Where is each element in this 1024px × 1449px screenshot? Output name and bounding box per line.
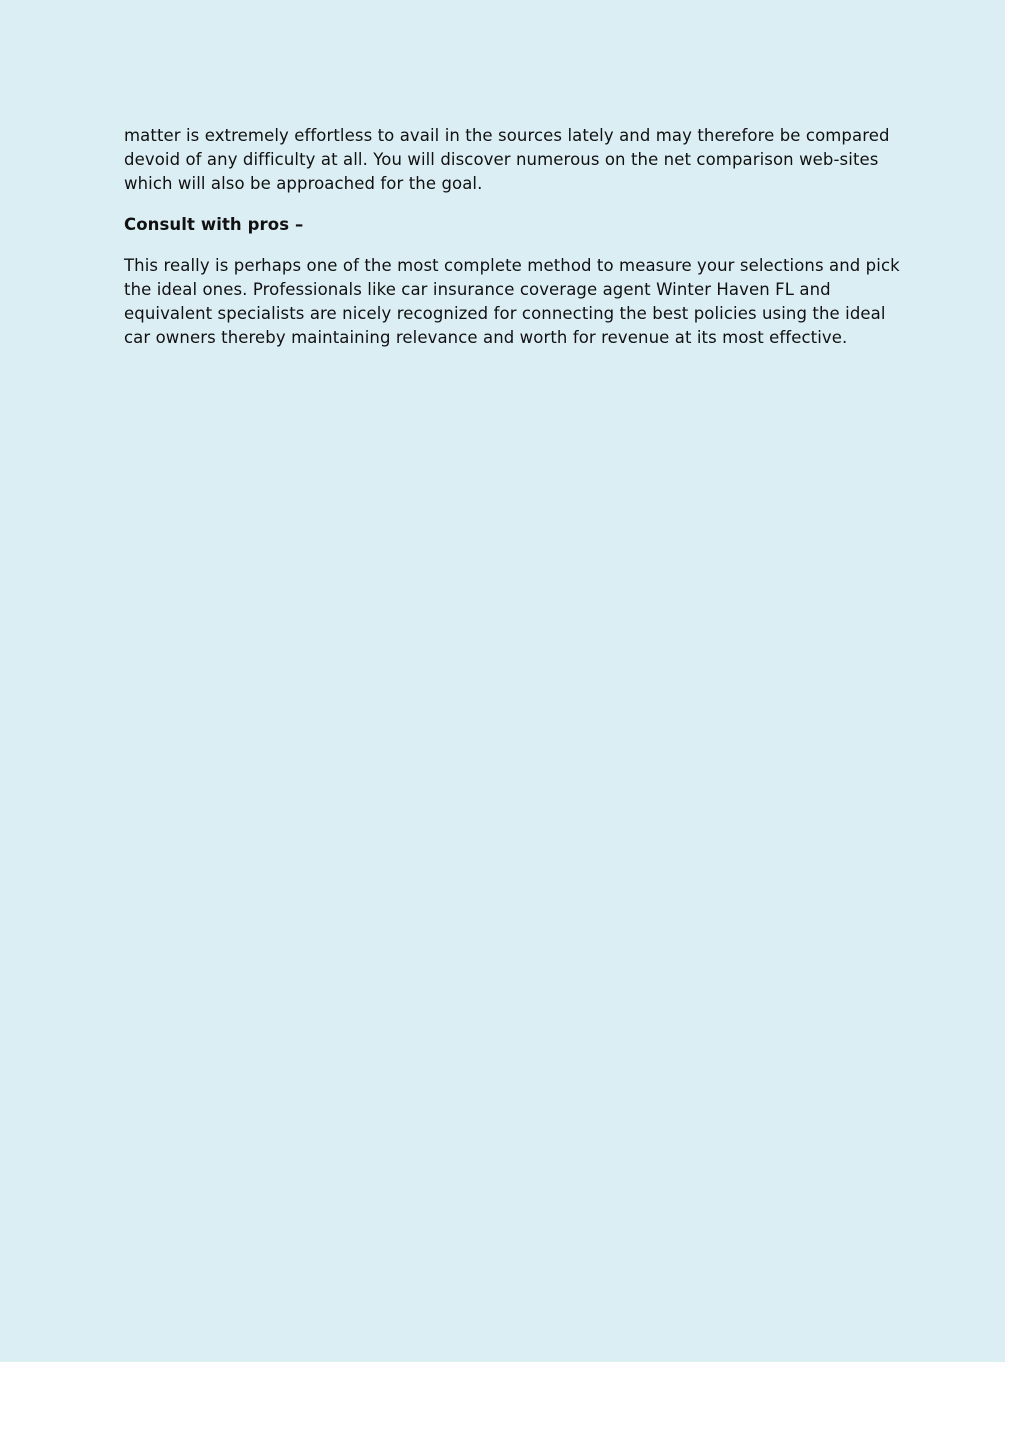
body-paragraph-2: This really is perhaps one of the most complete method to measure your selections and pick the ideal ones. Professionals like car insurance coverage agent Winter Haven FL and equivalent specialists are nicely recognized for connecting the best policies using the ideal car owners thereby maintaining relevance and worth for revenue at its most effective. [124,256,900,347]
body-paragraph-1: matter is extremely effortless to avail in the sources lately and may therefore be compared devoid of any difficulty at all. You will discover numerous on the net comparison web-sites which will also be approached for the goal. [124,126,890,193]
page-content [124,124,914,350]
section-heading: Consult with pros – [124,215,304,234]
